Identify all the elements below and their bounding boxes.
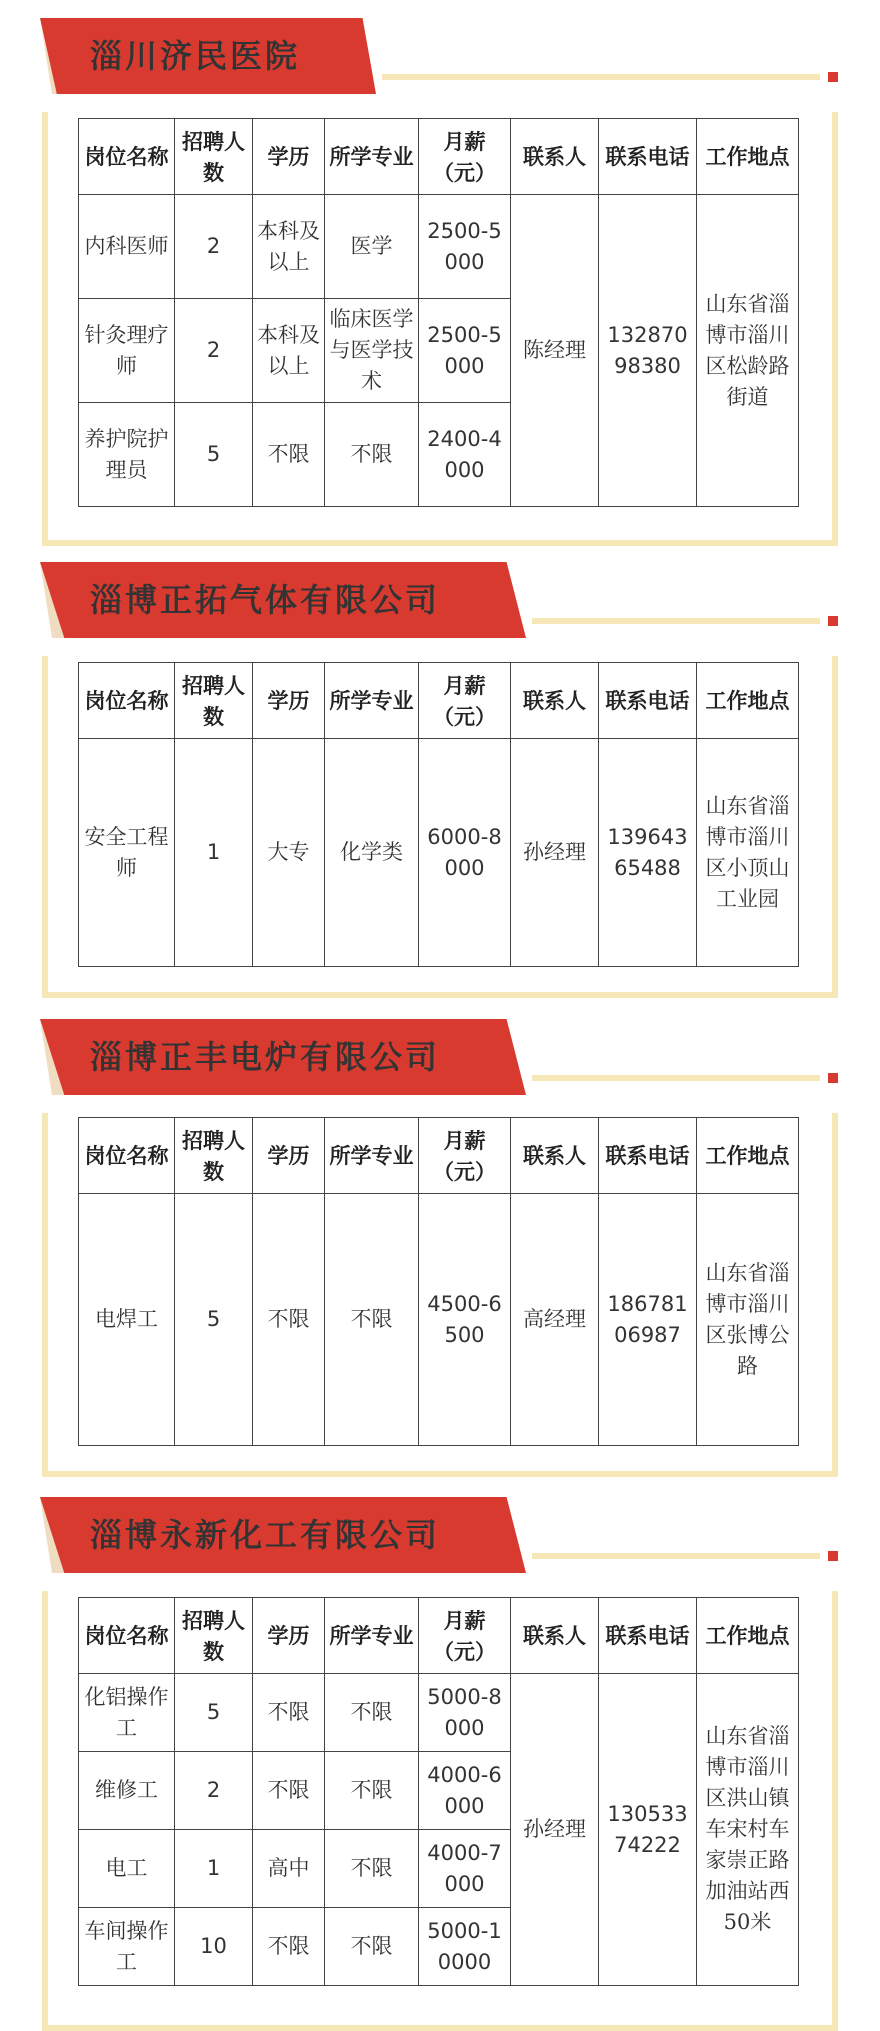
col-location-header: 工作地点 <box>697 1118 799 1194</box>
col-major-header: 所学专业 <box>325 1118 419 1194</box>
contact-cell: 高经理 <box>511 1194 599 1446</box>
col-major-header: 所学专业 <box>325 663 419 739</box>
contact-cell: 孙经理 <box>511 739 599 967</box>
col-education-header: 学历 <box>253 663 325 739</box>
job-education-cell: 不限 <box>253 1908 325 1986</box>
job-title-cell: 针灸理疗师 <box>79 299 175 403</box>
job-major-cell: 化学类 <box>325 739 419 967</box>
job-count-cell: 5 <box>175 1194 253 1446</box>
job-education-cell: 不限 <box>253 403 325 507</box>
table-header-row <box>79 119 799 195</box>
col-contact-header: 联系人 <box>511 1598 599 1674</box>
jobs-table <box>78 662 799 967</box>
job-education-cell: 不限 <box>253 1194 325 1446</box>
job-education-cell: 本科及以上 <box>253 195 325 299</box>
col-major-header: 所学专业 <box>325 119 419 195</box>
job-major-cell: 不限 <box>325 1674 419 1752</box>
col-contact-header: 联系人 <box>511 663 599 739</box>
col-major-header: 所学专业 <box>325 1598 419 1674</box>
job-salary-cell: 2400-4000 <box>419 403 511 507</box>
job-title-cell: 电焊工 <box>79 1194 175 1446</box>
contact-cell: 孙经理 <box>511 1674 599 1986</box>
job-title-cell: 车间操作工 <box>79 1908 175 1986</box>
job-count-cell: 5 <box>175 1674 253 1752</box>
table-row <box>79 739 799 967</box>
col-contact-header: 联系人 <box>511 1118 599 1194</box>
table-row <box>79 1194 799 1446</box>
location-cell: 山东省淄博市淄川区松龄路街道 <box>697 195 799 507</box>
location-cell: 山东省淄博市淄川区小顶山工业园 <box>697 739 799 967</box>
col-location-header: 工作地点 <box>697 1598 799 1674</box>
col-location-header: 工作地点 <box>697 663 799 739</box>
job-salary-cell: 5000-10000 <box>419 1908 511 1986</box>
job-education-cell: 不限 <box>253 1674 325 1752</box>
job-count-cell: 2 <box>175 1752 253 1830</box>
company-name: 淄博正拓气体有限公司 <box>90 581 441 619</box>
col-title-header: 岗位名称 <box>79 1598 175 1674</box>
col-location-header: 工作地点 <box>697 119 799 195</box>
job-major-cell: 医学 <box>325 195 419 299</box>
decorative-square <box>828 1551 838 1561</box>
col-count-header: 招聘人数 <box>175 1118 253 1194</box>
col-phone-header: 联系电话 <box>599 1598 697 1674</box>
job-major-cell: 不限 <box>325 1830 419 1908</box>
col-salary-header: 月薪（元） <box>419 119 511 195</box>
job-salary-cell: 4500-6500 <box>419 1194 511 1446</box>
job-title-cell: 维修工 <box>79 1752 175 1830</box>
job-count-cell: 2 <box>175 195 253 299</box>
decorative-square <box>828 616 838 626</box>
jobs-table <box>78 118 799 507</box>
col-salary-header: 月薪（元） <box>419 1118 511 1194</box>
col-education-header: 学历 <box>253 119 325 195</box>
col-salary-header: 月薪（元） <box>419 1598 511 1674</box>
phone-cell: 18678106987 <box>599 1194 697 1446</box>
job-salary-cell: 6000-8000 <box>419 739 511 967</box>
col-phone-header: 联系电话 <box>599 663 697 739</box>
job-title-cell: 安全工程师 <box>79 739 175 967</box>
job-major-cell: 不限 <box>325 1194 419 1446</box>
col-title-header: 岗位名称 <box>79 1118 175 1194</box>
decorative-line <box>382 74 820 80</box>
jobs-table <box>78 1597 799 1986</box>
location-cell: 山东省淄博市淄川区张博公路 <box>697 1194 799 1446</box>
job-count-cell: 10 <box>175 1908 253 1986</box>
company-name: 淄川济民医院 <box>90 37 301 75</box>
phone-cell: 13964365488 <box>599 739 697 967</box>
job-count-cell: 2 <box>175 299 253 403</box>
col-count-header: 招聘人数 <box>175 663 253 739</box>
job-major-cell: 不限 <box>325 1908 419 1986</box>
col-count-header: 招聘人数 <box>175 119 253 195</box>
job-count-cell: 1 <box>175 1830 253 1908</box>
job-salary-cell: 5000-8000 <box>419 1674 511 1752</box>
col-salary-header: 月薪（元） <box>419 663 511 739</box>
job-education-cell: 高中 <box>253 1830 325 1908</box>
table-row <box>79 1674 799 1752</box>
job-count-cell: 1 <box>175 739 253 967</box>
table-header-row <box>79 663 799 739</box>
job-salary-cell: 2500-5000 <box>419 299 511 403</box>
contact-cell: 陈经理 <box>511 195 599 507</box>
location-cell: 山东省淄博市淄川区洪山镇车宋村车家崇正路加油站西50米 <box>697 1674 799 1986</box>
decorative-line <box>532 1075 820 1081</box>
job-education-cell: 大专 <box>253 739 325 967</box>
job-education-cell: 不限 <box>253 1752 325 1830</box>
col-count-header: 招聘人数 <box>175 1598 253 1674</box>
col-title-header: 岗位名称 <box>79 663 175 739</box>
decorative-square <box>828 1073 838 1083</box>
col-title-header: 岗位名称 <box>79 119 175 195</box>
job-major-cell: 不限 <box>325 403 419 507</box>
phone-cell: 13287098380 <box>599 195 697 507</box>
col-phone-header: 联系电话 <box>599 119 697 195</box>
job-salary-cell: 2500-5000 <box>419 195 511 299</box>
job-salary-cell: 4000-6000 <box>419 1752 511 1830</box>
col-phone-header: 联系电话 <box>599 1118 697 1194</box>
job-salary-cell: 4000-7000 <box>419 1830 511 1908</box>
col-contact-header: 联系人 <box>511 119 599 195</box>
job-major-cell: 不限 <box>325 1752 419 1830</box>
job-major-cell: 临床医学与医学技术 <box>325 299 419 403</box>
job-title-cell: 电工 <box>79 1830 175 1908</box>
jobs-table <box>78 1117 799 1446</box>
col-education-header: 学历 <box>253 1118 325 1194</box>
decorative-line <box>532 1553 820 1559</box>
company-name: 淄博永新化工有限公司 <box>90 1516 441 1554</box>
job-title-cell: 养护院护理员 <box>79 403 175 507</box>
phone-cell: 13053374222 <box>599 1674 697 1986</box>
company-name: 淄博正丰电炉有限公司 <box>90 1038 441 1076</box>
decorative-square <box>828 72 838 82</box>
table-header-row <box>79 1118 799 1194</box>
job-education-cell: 本科及以上 <box>253 299 325 403</box>
table-row <box>79 195 799 299</box>
job-count-cell: 5 <box>175 403 253 507</box>
job-title-cell: 化铝操作工 <box>79 1674 175 1752</box>
table-header-row <box>79 1598 799 1674</box>
col-education-header: 学历 <box>253 1598 325 1674</box>
job-title-cell: 内科医师 <box>79 195 175 299</box>
decorative-line <box>532 618 820 624</box>
